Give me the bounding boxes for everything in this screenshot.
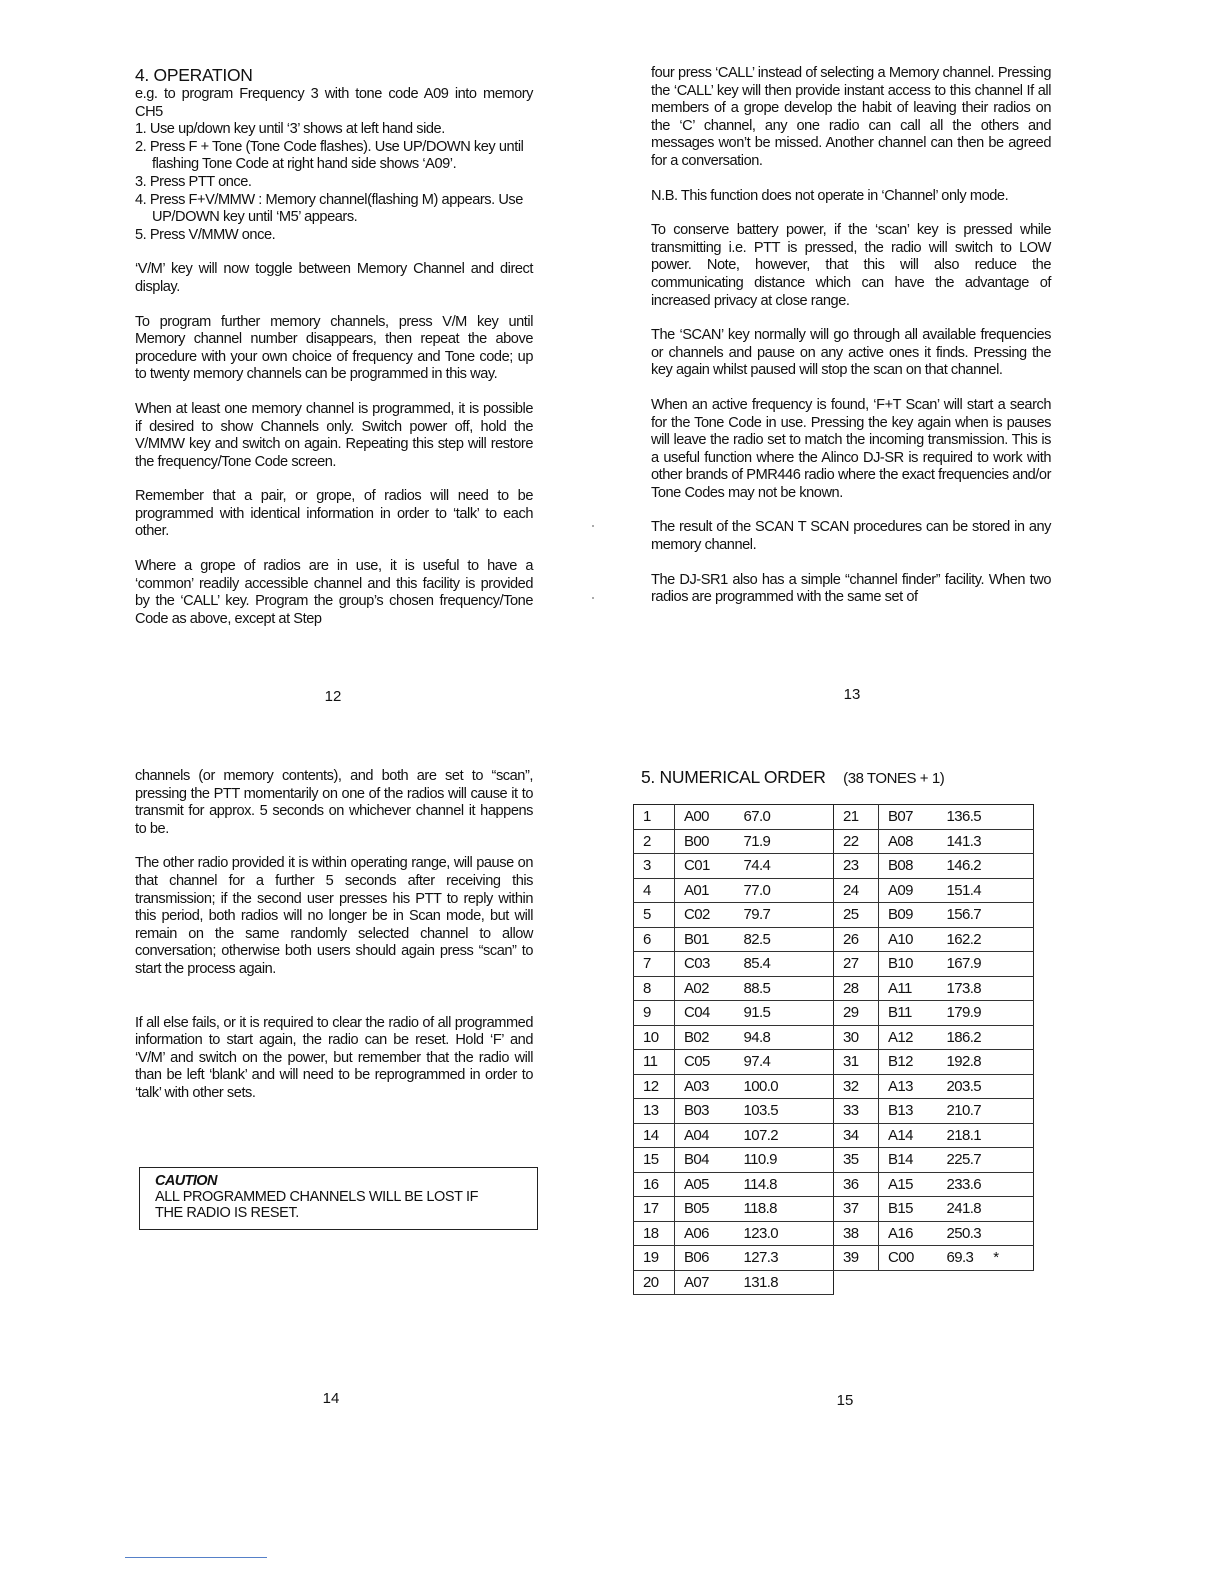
cell-text: 36	[843, 1175, 859, 1193]
tone-code-cell	[675, 1172, 735, 1197]
tone-number-cell	[634, 952, 675, 977]
cell-text: A05	[684, 1175, 709, 1193]
tone-frequency-cell	[938, 903, 1034, 928]
tone-frequency-cell	[735, 903, 834, 928]
tone-code-cell	[675, 1001, 735, 1026]
tone-code-cell	[675, 1246, 735, 1271]
cell-text: 5	[643, 906, 651, 924]
tone-number-cell	[834, 903, 879, 928]
cell-text: 107.2	[743, 1126, 779, 1144]
step-item: 4. Press F+V/MMW : Memory channel(flashing M) appears. Use UP/DOWN key until ‘M5’ appears.	[135, 191, 523, 226]
step-list	[135, 121, 533, 244]
tone-number-cell	[834, 1221, 879, 1246]
paragraph: Remember that a pair, or grope, of radios will need to be programmed with identical information in order to ‘talk’ to each other.	[135, 488, 533, 540]
cell-text: B02	[684, 1028, 709, 1046]
tone-code-cell	[675, 878, 735, 903]
tone-number-cell	[834, 1099, 879, 1124]
cell-text: 203.5	[946, 1077, 982, 1095]
tone-code-cell	[675, 1099, 735, 1124]
cell-text: A01	[684, 881, 709, 899]
tone-frequency-cell	[938, 1148, 1034, 1173]
cell-text: 156.7	[946, 906, 982, 924]
page-number: 13	[843, 686, 861, 703]
intro-text: e.g. to program Frequency 3 with tone code A09 into memory CH5	[135, 86, 533, 120]
cell-text: B03	[684, 1102, 709, 1120]
tone-code-cell	[675, 1025, 735, 1050]
tone-number-cell	[634, 829, 675, 854]
cell-text: 82.5	[743, 930, 771, 948]
cell-text: 151.4	[946, 881, 982, 899]
tone-frequency-cell	[735, 1074, 834, 1099]
tone-code-cell	[879, 1246, 938, 1271]
cell-text: 27	[843, 955, 859, 973]
cell-text: A13	[888, 1077, 913, 1095]
tone-code-cell	[879, 903, 938, 928]
cell-text: 17	[643, 1200, 659, 1218]
cell-text: 35	[843, 1151, 859, 1169]
cell-text: 210.7	[946, 1102, 982, 1120]
page-number: 15	[836, 1392, 854, 1409]
cell-text: A15	[888, 1175, 913, 1193]
cell-text: A10	[888, 930, 913, 948]
cell-text: B13	[888, 1102, 913, 1120]
tone-frequency-cell	[938, 952, 1034, 977]
cell-text: 2	[643, 832, 651, 850]
cell-text: 25	[843, 906, 859, 924]
tone-frequency-cell	[735, 927, 834, 952]
cell-text: 1	[643, 808, 651, 826]
cell-text: 69.3	[946, 1249, 974, 1267]
step-item: 5. Press V/MMW once.	[135, 226, 276, 243]
cell-text: 38	[843, 1224, 859, 1242]
page-14-column	[135, 768, 533, 1120]
tone-code-cell	[879, 1197, 938, 1222]
tone-code-cell	[675, 1221, 735, 1246]
cell-text: 103.5	[743, 1102, 779, 1120]
cell-text: C04	[684, 1004, 710, 1022]
table-row	[634, 1099, 1034, 1124]
tone-frequency-cell	[938, 927, 1034, 952]
cell-text: B04	[684, 1151, 709, 1169]
table-row	[634, 927, 1034, 952]
table-row	[634, 1270, 1034, 1295]
tone-frequency-cell	[938, 1123, 1034, 1148]
table-row	[634, 829, 1034, 854]
cell-text: 91.5	[743, 1004, 771, 1022]
tone-number-cell	[634, 1074, 675, 1099]
table-row	[634, 878, 1034, 903]
tone-code-cell	[879, 829, 938, 854]
tone-number-cell	[834, 1001, 879, 1026]
cell-text: B05	[684, 1200, 709, 1218]
tone-frequency-cell	[938, 1025, 1034, 1050]
table-row	[634, 1172, 1034, 1197]
cell-text: 97.4	[743, 1053, 771, 1071]
tone-frequency-cell	[938, 878, 1034, 903]
tone-frequency-cell	[735, 1246, 834, 1271]
tone-code-cell	[879, 927, 938, 952]
cell-text: 9	[643, 1004, 651, 1022]
cell-text: 127.3	[743, 1249, 779, 1267]
tone-code-cell	[675, 927, 735, 952]
cell-text: 37	[843, 1200, 859, 1218]
paragraph: The DJ-SR1 also has a simple “channel finder” facility. When two radios are programmed with the same set of	[651, 571, 1051, 606]
tone-number-cell	[634, 1025, 675, 1050]
cell-text: 18	[643, 1224, 659, 1242]
cell-text: 39	[843, 1249, 859, 1267]
table-row	[634, 1148, 1034, 1173]
cell-text: B00	[684, 832, 709, 850]
cell-text: 141.3	[946, 832, 982, 850]
tone-code-cell	[675, 952, 735, 977]
paragraph: The other radio provided it is within operating range, will pause on that channel for a further 5 seconds after receiving this transmission; if the second user presses his PTT to reply within this period, both radios will no longer be in Scan mode, but will remain on the same randomly selected channel to allow conversation; otherwise both users should again press “scan” to start the process again.	[135, 855, 533, 977]
tone-code-cell	[879, 952, 938, 977]
cell-text: B15	[888, 1200, 913, 1218]
page-number: 14	[322, 1390, 340, 1407]
footer-rule	[125, 1557, 267, 1558]
cell-text: 114.8	[743, 1175, 777, 1193]
tone-number-cell	[634, 805, 675, 830]
table-row	[634, 1025, 1034, 1050]
cell-text: C05	[684, 1053, 710, 1071]
paragraph: The result of the SCAN T SCAN procedures can be stored in any memory channel.	[651, 519, 1051, 554]
cell-text: 19	[643, 1249, 659, 1267]
cell-text: 67.0	[743, 808, 771, 826]
tone-code-cell	[879, 1025, 938, 1050]
cell-text: 6	[643, 930, 651, 948]
cell-text: 24	[843, 881, 859, 899]
table-row	[634, 952, 1034, 977]
cell-text: 22	[843, 832, 859, 850]
tone-number-cell	[634, 854, 675, 879]
cell-text: 12	[643, 1077, 659, 1095]
tone-number-cell	[634, 1123, 675, 1148]
cell-text: 233.6	[946, 1175, 982, 1193]
cell-text: 8	[643, 979, 651, 997]
cell-text: 85.4	[743, 955, 771, 973]
cell-text: 162.2	[946, 930, 982, 948]
cell-text: 218.1	[946, 1126, 982, 1144]
tone-code-cell	[879, 1172, 938, 1197]
tone-code-cell	[879, 1221, 938, 1246]
cell-text: A04	[684, 1126, 709, 1144]
cell-text: B12	[888, 1053, 913, 1071]
tone-code-cell	[879, 1123, 938, 1148]
tone-frequency-cell	[938, 1001, 1034, 1026]
tone-number-cell	[834, 952, 879, 977]
tone-code-cell	[675, 829, 735, 854]
cell-text: B08	[888, 857, 913, 875]
table-row	[634, 1123, 1034, 1148]
page-15-header	[641, 767, 1061, 789]
cell-text: B11	[888, 1004, 912, 1022]
table-row	[634, 1197, 1034, 1222]
tone-frequency-cell	[735, 1123, 834, 1148]
cell-text: 31	[843, 1053, 859, 1071]
paragraph: To conserve battery power, if the ‘scan’ key is pressed while transmitting i.e. PTT is pressed, the radio will switch to LOW power. Note, however, that this will also reduce the communicating distance which can have the advantage of increased privacy at close range.	[651, 222, 1051, 309]
tone-frequency-cell	[735, 1148, 834, 1173]
cell-text: B10	[888, 955, 913, 973]
cell-text: A06	[684, 1224, 709, 1242]
table-row	[634, 976, 1034, 1001]
tone-code-cell	[879, 1074, 938, 1099]
tone-number-cell	[634, 1197, 675, 1222]
cell-text: 77.0	[743, 881, 771, 899]
cell-text: 146.2	[946, 857, 982, 875]
tone-number-cell	[634, 1148, 675, 1173]
cell-text: B07	[888, 808, 913, 826]
tone-frequency-cell	[735, 1221, 834, 1246]
table-row	[634, 854, 1034, 879]
cell-text: 100.0	[743, 1077, 779, 1095]
cell-text: C01	[684, 857, 710, 875]
cell-text: A00	[684, 808, 709, 826]
table-row	[634, 903, 1034, 928]
tone-frequency-cell	[938, 854, 1034, 879]
tone-frequency-cell	[735, 1050, 834, 1075]
paragraph: When an active frequency is found, ‘F+T Scan’ will start a search for the Tone Code in use. Pressing the key again when is pauses will leave the radio set to match the incoming transmission. This is a useful function where the Alinco DJ-SR is required to work with other brands of PMR446 radio where the exact frequencies and/or Tone Codes may not be known.	[651, 396, 1051, 501]
tone-code-cell	[879, 1050, 938, 1075]
cell-text: 32	[843, 1077, 859, 1095]
tone-number-cell	[634, 976, 675, 1001]
cell-text: 16	[643, 1175, 659, 1193]
tone-frequency-cell	[938, 1246, 1034, 1271]
tone-number-cell	[834, 854, 879, 879]
cell-text: 21	[843, 808, 859, 826]
tone-number-cell	[834, 927, 879, 952]
tone-code-cell	[675, 1074, 735, 1099]
tone-code-cell	[879, 878, 938, 903]
tone-number-cell	[634, 927, 675, 952]
cell-text: A14	[888, 1126, 913, 1144]
cell-text: 110.9	[743, 1151, 777, 1169]
empty-cell	[834, 1270, 1034, 1295]
tone-code-cell	[675, 854, 735, 879]
cell-text: 123.0	[743, 1224, 779, 1242]
tone-frequency-cell	[938, 1050, 1034, 1075]
tone-code-cell: A07	[675, 1270, 735, 1295]
cell-text: B01	[684, 930, 709, 948]
cell-text: 28	[843, 979, 859, 997]
cell-text: 10	[643, 1028, 659, 1046]
cell-text: C02	[684, 906, 710, 924]
tone-code-cell	[675, 1197, 735, 1222]
tone-number-cell	[634, 1221, 675, 1246]
page-number: 12	[324, 688, 342, 705]
cell-text: 23	[843, 857, 859, 875]
cell-text: 241.8	[946, 1200, 982, 1218]
cell-text: 3	[643, 857, 651, 875]
cell-text: B14	[888, 1151, 913, 1169]
cell-text: A16	[888, 1224, 913, 1242]
caution-text: ALL PROGRAMMED CHANNELS WILL BE LOST IF	[155, 1189, 479, 1205]
tone-frequency-cell	[735, 1197, 834, 1222]
cell-text: 11	[643, 1053, 658, 1071]
tone-frequency-cell	[938, 1172, 1034, 1197]
paragraph: Where a grope of radios are in use, it is useful to have a ‘common’ readily accessible channel and this facility is provided by the ‘CALL’ key. Program the group’s chosen frequency/Tone Code as above, except at Step	[135, 558, 533, 627]
tone-number-cell	[834, 1172, 879, 1197]
cell-text: 192.8	[946, 1053, 982, 1071]
cell-text: C00	[888, 1249, 914, 1267]
cell-text: 179.9	[946, 1004, 982, 1022]
tone-frequency-cell	[938, 1197, 1034, 1222]
tone-frequency-cell	[735, 854, 834, 879]
cell-text: A11	[888, 979, 912, 997]
step-item: 2. Press F + Tone (Tone Code flashes). Use UP/DOWN key until flashing Tone Code at right hand side shows ‘A09’.	[135, 138, 524, 173]
table-row	[634, 1050, 1034, 1075]
tone-number-cell	[634, 1001, 675, 1026]
cell-text: A03	[684, 1077, 709, 1095]
cell-text: 15	[643, 1151, 659, 1169]
tone-code-cell	[675, 805, 735, 830]
cell-text: 29	[843, 1004, 859, 1022]
caution-title: CAUTION	[155, 1173, 217, 1189]
tone-frequency-cell: 131.8	[735, 1270, 834, 1295]
tone-code-cell	[879, 1148, 938, 1173]
cell-text: 250.3	[946, 1224, 982, 1242]
caution-box	[139, 1167, 538, 1230]
table-row	[634, 1074, 1034, 1099]
tone-frequency-cell	[735, 805, 834, 830]
table-row	[634, 1221, 1034, 1246]
cell-text: 167.9	[946, 955, 982, 973]
paragraph: To program further memory channels, press V/M key until Memory channel number disappears, then repeat the above procedure with your own choice of frequency and Tone code; up to twenty memory channels can be programmed in this way.	[135, 313, 533, 383]
cell-text: 74.4	[743, 857, 771, 875]
cell-text: A02	[684, 979, 709, 997]
page-13-column	[651, 65, 1051, 624]
section-heading-numerical-order: 5. NUMERICAL ORDER	[641, 767, 826, 787]
tone-code-cell	[879, 854, 938, 879]
tone-number-cell	[634, 1172, 675, 1197]
tone-frequency-cell	[938, 1099, 1034, 1124]
tone-frequency-cell	[735, 976, 834, 1001]
tone-code-cell	[675, 1050, 735, 1075]
cell-text: 118.8	[743, 1200, 777, 1218]
tone-code-cell	[675, 903, 735, 928]
cell-text: 26	[843, 930, 859, 948]
cell-text: 33	[843, 1102, 859, 1120]
tone-code-cell	[675, 1148, 735, 1173]
tone-number-cell	[634, 903, 675, 928]
cell-text: C03	[684, 955, 710, 973]
tone-frequency-cell	[735, 952, 834, 977]
paragraph: When at least one memory channel is programmed, it is possible if desired to show Channels only. Switch power off, hold the V/MMW key and switch on again. Repeating this step will restore the frequency/Tone Code screen.	[135, 400, 533, 470]
cell-text: A08	[888, 832, 913, 850]
paragraph: N.B. This function does not operate in ‘Channel’ only mode.	[651, 187, 1009, 204]
tone-code-table	[633, 804, 1034, 1295]
tone-number-cell	[834, 878, 879, 903]
cell-text: A09	[888, 881, 913, 899]
tone-number-cell	[834, 1025, 879, 1050]
tone-frequency-cell	[735, 1001, 834, 1026]
tone-code-cell	[879, 1001, 938, 1026]
tone-number-cell	[834, 1074, 879, 1099]
section-heading-operation: 4. OPERATION	[135, 65, 253, 85]
tone-code-cell	[675, 1123, 735, 1148]
tone-code-cell	[879, 1099, 938, 1124]
cell-text: 34	[843, 1126, 859, 1144]
tone-frequency-cell	[938, 1221, 1034, 1246]
tone-frequency-cell	[938, 805, 1034, 830]
tone-frequency-cell	[938, 1074, 1034, 1099]
tone-frequency-cell	[735, 878, 834, 903]
paragraph: The ‘SCAN’ key normally will go through all available frequencies or channels and pause on any active ones it finds. Pressing the key again whilst paused will stop the scan on that channel.	[651, 327, 1051, 379]
tone-number-cell	[634, 1246, 675, 1271]
paragraph: ‘V/M’ key will now toggle between Memory Channel and direct display.	[135, 261, 533, 295]
tone-number-cell	[834, 1197, 879, 1222]
tone-frequency-cell	[735, 1025, 834, 1050]
table-row	[634, 805, 1034, 830]
tone-frequency-cell	[938, 829, 1034, 854]
tone-frequency-cell	[938, 976, 1034, 1001]
tone-frequency-cell	[735, 829, 834, 854]
tone-frequency-cell	[735, 1099, 834, 1124]
step-item: 1. Use up/down key until ‘3’ shows at left hand side.	[135, 121, 445, 138]
cell-text: 94.8	[743, 1028, 771, 1046]
cell-text: A12	[888, 1028, 913, 1046]
tone-number-cell	[834, 805, 879, 830]
cell-text: 79.7	[743, 906, 771, 924]
tone-code-cell	[879, 976, 938, 1001]
cell-text: 173.8	[946, 979, 982, 997]
tone-number-cell	[834, 829, 879, 854]
table-row	[634, 1001, 1034, 1026]
cell-text: 71.9	[743, 832, 771, 850]
tone-number-cell	[634, 1099, 675, 1124]
tone-code-cell	[675, 976, 735, 1001]
heading-note: (38 TONES + 1)	[843, 770, 945, 787]
tone-number-cell	[834, 1050, 879, 1075]
scan-speck	[592, 597, 594, 599]
tone-number-cell	[634, 878, 675, 903]
cell-text: B06	[684, 1249, 709, 1267]
cell-text: 4	[643, 881, 651, 899]
cell-text: 30	[843, 1028, 859, 1046]
page-12-column	[135, 65, 533, 645]
cell-text: B09	[888, 906, 913, 924]
cell-text: 7	[643, 955, 651, 973]
asterisk-mark: *	[993, 1249, 999, 1267]
tone-number-cell	[834, 976, 879, 1001]
cell-text: 186.2	[946, 1028, 982, 1046]
tone-number-cell	[834, 1246, 879, 1271]
tone-number-cell	[834, 1123, 879, 1148]
cell-text: 136.5	[946, 808, 982, 826]
paragraph: four press ‘CALL’ instead of selecting a Memory channel. Pressing the ‘CALL’ key will then provide instant access to this channel If all members of a grope develop the habit of leaving their radios on the ‘C’ channel, any one radio can call all the others and messages won’t be missed. Another channel can then be agreed for a conversation.	[651, 65, 1051, 169]
paragraph: If all else fails, or it is required to clear the radio of all programmed information to start again, the radio can be reset. Hold ‘F’ and ‘V/M’ and switch on the power, but remember that the radio will than be left ‘blank’ and will need to be reprogrammed in order to ‘talk’ with other sets.	[135, 1014, 533, 1101]
table-row	[634, 1246, 1034, 1271]
scan-speck	[592, 525, 594, 527]
tone-number-cell	[834, 1148, 879, 1173]
cell-text: 225.7	[946, 1151, 982, 1169]
cell-text: 13	[643, 1102, 659, 1120]
tone-number-cell: 20	[634, 1270, 675, 1295]
tone-frequency-cell	[735, 1172, 834, 1197]
cell-text: 88.5	[743, 979, 771, 997]
paragraph: channels (or memory contents), and both are set to “scan”, pressing the PTT momentarily on one of the radios will cause it to transmit for approx. 5 seconds on whichever channel it happens to be.	[135, 768, 533, 837]
step-item: 3. Press PTT once.	[135, 173, 252, 190]
caution-text: THE RADIO IS RESET.	[155, 1205, 299, 1221]
cell-text: 14	[643, 1126, 659, 1144]
tone-code-cell	[879, 805, 938, 830]
tone-number-cell	[634, 1050, 675, 1075]
